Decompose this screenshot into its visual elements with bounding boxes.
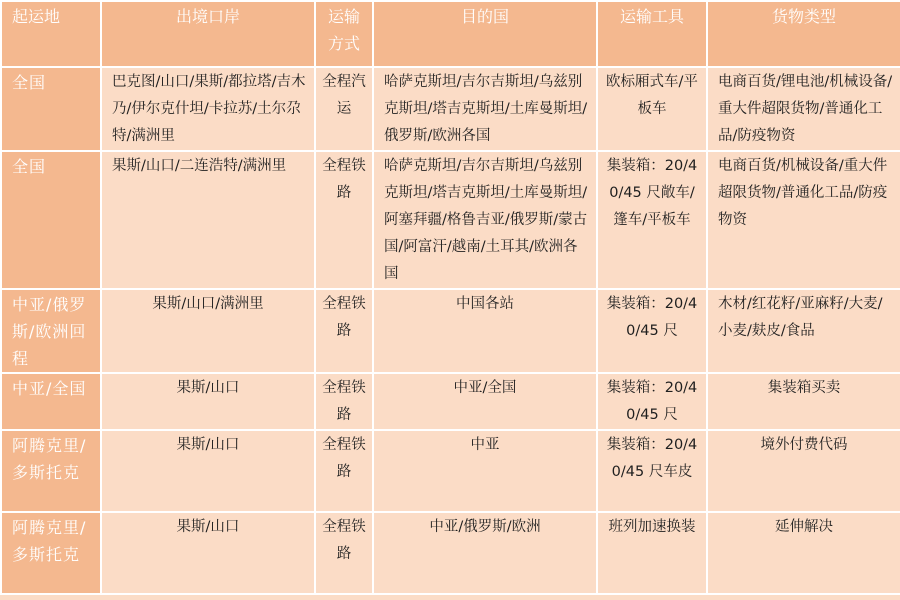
cell-exit-port: 果斯/山口 [101,430,315,512]
cell-cargo-type: 电商百货/机械设备/重大件超限货物/普通化工品/防疫物资 [707,151,900,289]
cell-cargo-type: 境外付费代码 [707,430,900,512]
cell-destination: 中亚/俄罗斯/欧洲 [373,512,597,594]
cell-vehicle: 集装箱：20/40/45 尺敞车/篷车/平板车 [597,151,707,289]
table-row [1,151,900,289]
table-header-row [1,1,900,67]
cell-destination: 中国各站 [373,289,597,373]
cell-origin: 中亚/俄罗斯/欧洲回程 [1,289,101,373]
cell-vehicle: 班列加速换装 [597,512,707,594]
table-row [1,373,900,430]
cell-origin: 阿腾克里/多斯托克 [1,512,101,594]
header-origin: 起运地 [1,1,101,67]
cell-transport-mode: 全程汽运 [315,67,373,151]
cell-transport-mode: 全程铁路 [315,289,373,373]
cell-transport-mode: 全程铁路 [315,151,373,289]
cell-cargo-type: 集装箱买卖 [707,373,900,430]
cell-exit-port: 巴克图/山口/果斯/都拉塔/吉木乃/伊尔克什坦/卡拉苏/土尔尕特/满洲里 [101,67,315,151]
cell-vehicle: 集装箱：20/40/45 尺车皮 [597,430,707,512]
header-cargo-type: 货物类型 [707,1,900,67]
cell-origin: 全国 [1,67,101,151]
cell-transport-mode: 全程铁路 [315,512,373,594]
table-row [1,67,900,151]
cell-cargo-type: 延伸解决 [707,512,900,594]
header-destination: 目的国 [373,1,597,67]
cell-vehicle: 集装箱：20/40/45 尺 [597,373,707,430]
cell-vehicle: 欧标厢式车/平板车 [597,67,707,151]
cell-destination: 哈萨克斯坦/吉尔吉斯坦/乌兹别克斯坦/塔吉克斯坦/土库曼斯坦/俄罗斯/欧洲各国 [373,67,597,151]
table-row [1,289,900,373]
cell-destination: 中亚/全国 [373,373,597,430]
cell-exit-port: 果斯/山口/二连浩特/满洲里 [101,151,315,289]
cell-destination: 中亚 [373,430,597,512]
cell-cargo-type: 电商百货/锂电池/机械设备/重大件超限货物/普通化工品/防疫物资 [707,67,900,151]
header-exit-port: 出境口岸 [101,1,315,67]
table-row [1,430,900,512]
header-transport-mode: 运输方式 [315,1,373,67]
cell-vehicle: 集装箱：20/40/45 尺 [597,289,707,373]
cell-origin: 全国 [1,151,101,289]
table-row [1,512,900,594]
cell-origin: 中亚/全国 [1,373,101,430]
cell-origin: 阿腾克里/多斯托克 [1,430,101,512]
cell-exit-port: 果斯/山口 [101,373,315,430]
cell-destination: 哈萨克斯坦/吉尔吉斯坦/乌兹别克斯坦/塔吉克斯坦/土库曼斯坦/阿塞拜疆/格鲁吉亚/俄罗斯/蒙古国/阿富汗/越南/土耳其/欧洲各国 [373,151,597,289]
cell-transport-mode: 全程铁路 [315,430,373,512]
cell-exit-port: 果斯/山口/满洲里 [101,289,315,373]
cell-exit-port: 果斯/山口 [101,512,315,594]
cell-cargo-type: 木材/红花籽/亚麻籽/大麦/小麦/麸皮/食品 [707,289,900,373]
header-vehicle: 运输工具 [597,1,707,67]
cell-transport-mode: 全程铁路 [315,373,373,430]
